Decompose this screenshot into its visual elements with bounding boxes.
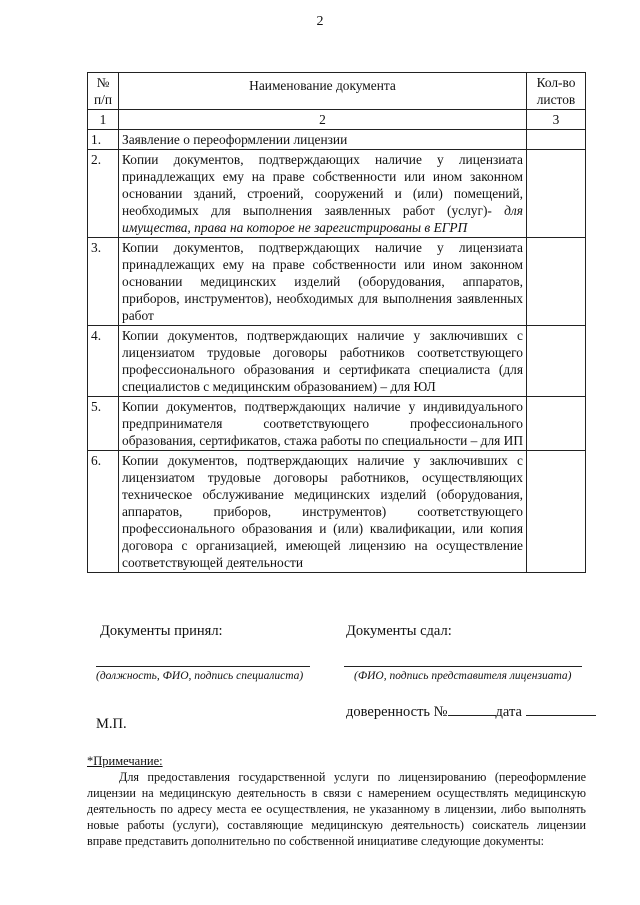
row-text: Копии документов, подтверждающих наличие у лицензиата принадлежащих ему на праве собственности или ином законном основании зданий, строений, сооружений и (или) помещений, необходимых для выполнения заявленных работ (услуг)- для имущества, права на которое не зарегистрированы в ЕГРП [119, 150, 527, 238]
row-num: 5. [88, 397, 119, 451]
proxy-label: доверенность № [346, 704, 448, 720]
row-text: Копии документов, подтверждающих наличие у индивидуального предпринимателя соответствующего профессионального образования, сертификатов, стажа работы по специальности – для ИП [119, 397, 527, 451]
header-count: Кол-во листов [527, 73, 586, 110]
table-header-row [88, 73, 586, 110]
proxy-line [346, 703, 596, 721]
documents-table [87, 72, 586, 573]
col-number: 1 [88, 110, 119, 130]
table-row [88, 326, 586, 397]
page-number: 2 [316, 14, 324, 29]
header-name: Наименование документа [119, 73, 527, 110]
row-count [527, 451, 586, 573]
accepted-signature-line [96, 666, 310, 667]
date-label: дата [495, 704, 522, 720]
submitted-signature-line [344, 666, 582, 667]
accepted-caption: (должность, ФИО, подпись специалиста) [96, 670, 304, 682]
row-text: Заявление о переоформлении лицензии [119, 130, 527, 150]
row-text: Копии документов, подтверждающих наличие у лицензиата принадлежащих ему на праве собственности или ином законном основании медицинских изделий (оборудования, аппаратов, приборов, инструментов), необходимых для выполнения заявленных работ [119, 238, 527, 326]
table-row [88, 451, 586, 573]
proxy-number-blank [448, 703, 496, 716]
row-italic-note: для имущества, права на которое не зарегистрированы в ЕГРП [122, 203, 523, 235]
row-text: Копии документов, подтверждающих наличие у заключивших с лицензиатом трудовые договоры работников соответствующего профессионального образования и сертификата специалиста (для специалистов с медицинским образованием) – для ЮЛ [119, 326, 527, 397]
row-num: 3. [88, 238, 119, 326]
table-row [88, 150, 586, 238]
date-blank [526, 703, 596, 716]
row-num: 1. [88, 130, 119, 150]
note-text: Для предоставления государственной услуги по лицензированию (переоформление лицензии на медицинскую деятельность в связи с намерением осуществлять медицинскую деятельность по адресу места ее осуществления, не указанному в лицензии, либо выполнять новые работы (услуги), составляющие медицинскую деятельность) соискатель лицензии вправе представить дополнительно по собственной инициативе следующие документы: [87, 770, 586, 848]
table-row [88, 130, 586, 150]
table-row [88, 238, 586, 326]
row-count [527, 326, 586, 397]
row-text: Копии документов, подтверждающих наличие у заключивших с лицензиатом трудовые договоры работников, осуществляющих техническое обслуживание медицинских изделий (оборудования, аппаратов, приборов, инструментов) соответствующего профессионального образования и (или) квалификации, или копия договора с организацией, имеющей лицензию на осуществление соответствующей деятельности [119, 451, 527, 573]
note-title: *Примечание: [87, 754, 163, 768]
row-num: 4. [88, 326, 119, 397]
col-number: 2 [119, 110, 527, 130]
submitted-caption: (ФИО, подпись представителя лицензиата) [354, 670, 572, 682]
row-count [527, 150, 586, 238]
header-num: № п/п [88, 73, 119, 110]
row-count [527, 397, 586, 451]
column-numbers-row [88, 110, 586, 130]
row-count [527, 130, 586, 150]
row-count [527, 238, 586, 326]
col-number: 3 [527, 110, 586, 130]
accepted-label: Документы принял: [100, 623, 223, 639]
row-num: 6. [88, 451, 119, 573]
row-num: 2. [88, 150, 119, 238]
table-row [88, 397, 586, 451]
stamp-placeholder: М.П. [96, 716, 127, 732]
submitted-label: Документы сдал: [346, 623, 452, 639]
